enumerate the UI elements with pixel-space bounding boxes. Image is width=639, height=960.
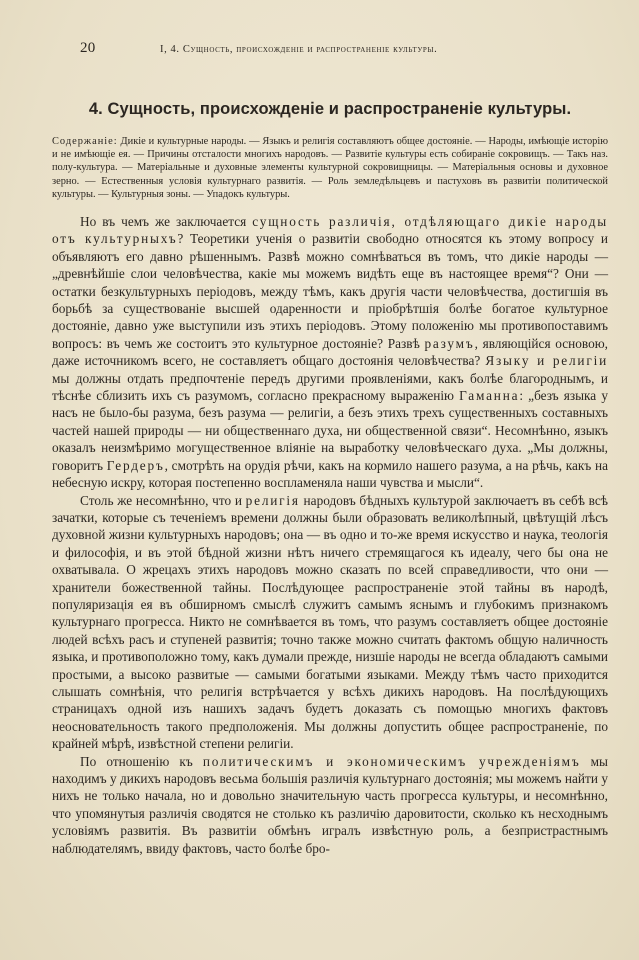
spaced-emphasis: разумъ [424,335,475,351]
text-run: Столь же несомнѣнно, что и [80,492,246,508]
text-run: Но въ чемъ же заключается [80,214,253,230]
spaced-emphasis: Языку и религіи [485,353,608,369]
text-run: , являющійся основою, даже источникомъ всего, не составляетъ общаго достоянія человѣчества? [52,335,608,369]
paragraph-3 [52,753,608,857]
body-text [52,213,608,857]
text-run: мы находимъ у дикихъ народовъ весьма большія различія культурнаго достоянія; мы можемъ найти у нихъ не только начала, но и довольно значительную часть прогресса культуры, и несомнѣнно, что упомянутыя различія сводятся не столько къ различію даровитости, сколько къ несходнымъ условіямъ развитія. Въ развитіи обмѣнъ игралъ извѣстную роль, а безпристрастнымъ наблюдателямъ, ввиду фактовъ, часто болѣе бро- [52,753,608,856]
text-run: мы должны отдать предпочтеніе передъ другими проявленіями, какъ болѣе благороднымъ, и тѣснѣе сблизить ихъ съ разумомъ, согласно прекрасному выраженію [52,370,608,404]
running-title: I, 4. Сущность, происхожденіе и распространеніе культуры. [160,44,438,55]
text-run: , смотрѣть на орудія рѣчи, какъ на кормило нашего разума, а на рѣчь, какъ на небесную искру, которая постепенно воспламеняла наши чувства и мысли“. [52,457,609,491]
text-run: : „безъ языка у насъ не было-бы разума, безъ разума — религіи, а безъ этихъ трехъ существенныхъ составныхъ частей нашей природы — ни общественнаго духа, ни общественной связи“. Несомнѣнно, языкъ оказалъ неизмѣримо могущественное вліяніе на выработку человѣческаго духа. „Мы должны, говоритъ [52,388,608,473]
chapter-title: 4. Сущность, происхожденіе и распространеніе культуры. [88,100,572,118]
text-run: ? Теоретики ученія о развитіи свободно относятся къ этому вопросу и объявляютъ его давно рѣшеннымъ. Развѣ можно сомнѣваться въ томъ, что дикіе народы — „древнѣйшіе слои человѣчества, какіе мы можемъ видѣть еще въ настоящее время“? Они — остатки безкультурныхъ періодовъ, между тѣмъ, какъ другія части человѣчества, достигшія въ борьбѣ за существованіе высшей одаренности и пріобрѣтшія болѣе богатое культурное достояніе, давно уже выступили изъ этихъ періодовъ. Этому положенію мы противопоставимъ вопросъ: въ чемъ же состоитъ это культурное достояніе? Развѣ [52,231,608,351]
spaced-emphasis: религія [245,492,300,508]
page-number: 20 [80,40,96,56]
contents-label: Содержаніе: [52,136,118,147]
paragraph-2 [52,492,608,753]
contents-text: Дикіе и культурные народы. — Языкъ и религія составляютъ общее достояніе. — Народы, имѣющіе исторію и не имѣющіе ея. — Причины отсталости многихъ народовъ. — Развитіе культуры есть собираніе сокровищъ. — Такъ наз. полу-культура. — Матеріальные и духовные элементы культурной сокровищницы. — Матеріальныя основы и духовное зерно. — Естественныя условія культурнаго развитія. — Роль земледѣльцевъ и пастуховъ въ развитіи политической культуры. — Культурныя зоны. — Упадокъ культуры. [52,136,608,200]
chapter-contents-summary [52,135,608,201]
text-run: народовъ бѣдныхъ культурой заключаетъ въ себѣ всѣ зачатки, которые съ теченіемъ времени должны были образовать великолѣпный, цвѣтущій лѣсъ духовной жизни культурныхъ народовъ; она — въ одно и то-же время искусство и наука, теологія и философія, и въ этой бѣдной жизни нѣтъ ничего стремящагося къ идеалу, чего бы она не охватывала. О жрецахъ этихъ народовъ можно сказать по всей справедливости, что они — хранители божественной тайны. Послѣдующее распространеніе этой тайны въ народѣ, популяризація ея въ обширномъ смыслѣ служитъ самымъ яснымъ и глубокимъ признакомъ культурнаго прогресса. Никто не сомнѣвается въ томъ, что разумъ составляетъ общее достояніе людей всѣхъ расъ и ступеней развитія; точно также можно считать фактомъ общую наличность языка, и противоположно тому, какъ думали прежде, низшіе народы не всегда обладаютъ самыми простыми, а высоко развитые — самыми богатыми языками. Между тѣмъ часто приходится слышать сомнѣнія, что религія встрѣчается у всѣхъ дикихъ народовъ. На послѣдующихъ страницахъ одной изъ нашихъ задачъ будетъ доказать съ помощью многихъ фактовъ неосновательность такого предположенія. Мы должны допустить общее распространеніе, по крайней мѣрѣ, извѣстной степени религіи. [52,492,608,752]
spaced-emphasis: сущность различія, отдѣляющаго дикіе народы отъ культурныхъ [52,214,608,247]
spaced-emphasis: политическимъ и экономическимъ учрежденіямъ [202,753,581,769]
text-run: По отношенію къ [80,753,203,769]
spaced-emphasis: Гердеръ [106,457,165,473]
paragraph-1 [52,213,608,492]
running-head [80,40,609,58]
spaced-emphasis: Гаманна [459,388,520,404]
